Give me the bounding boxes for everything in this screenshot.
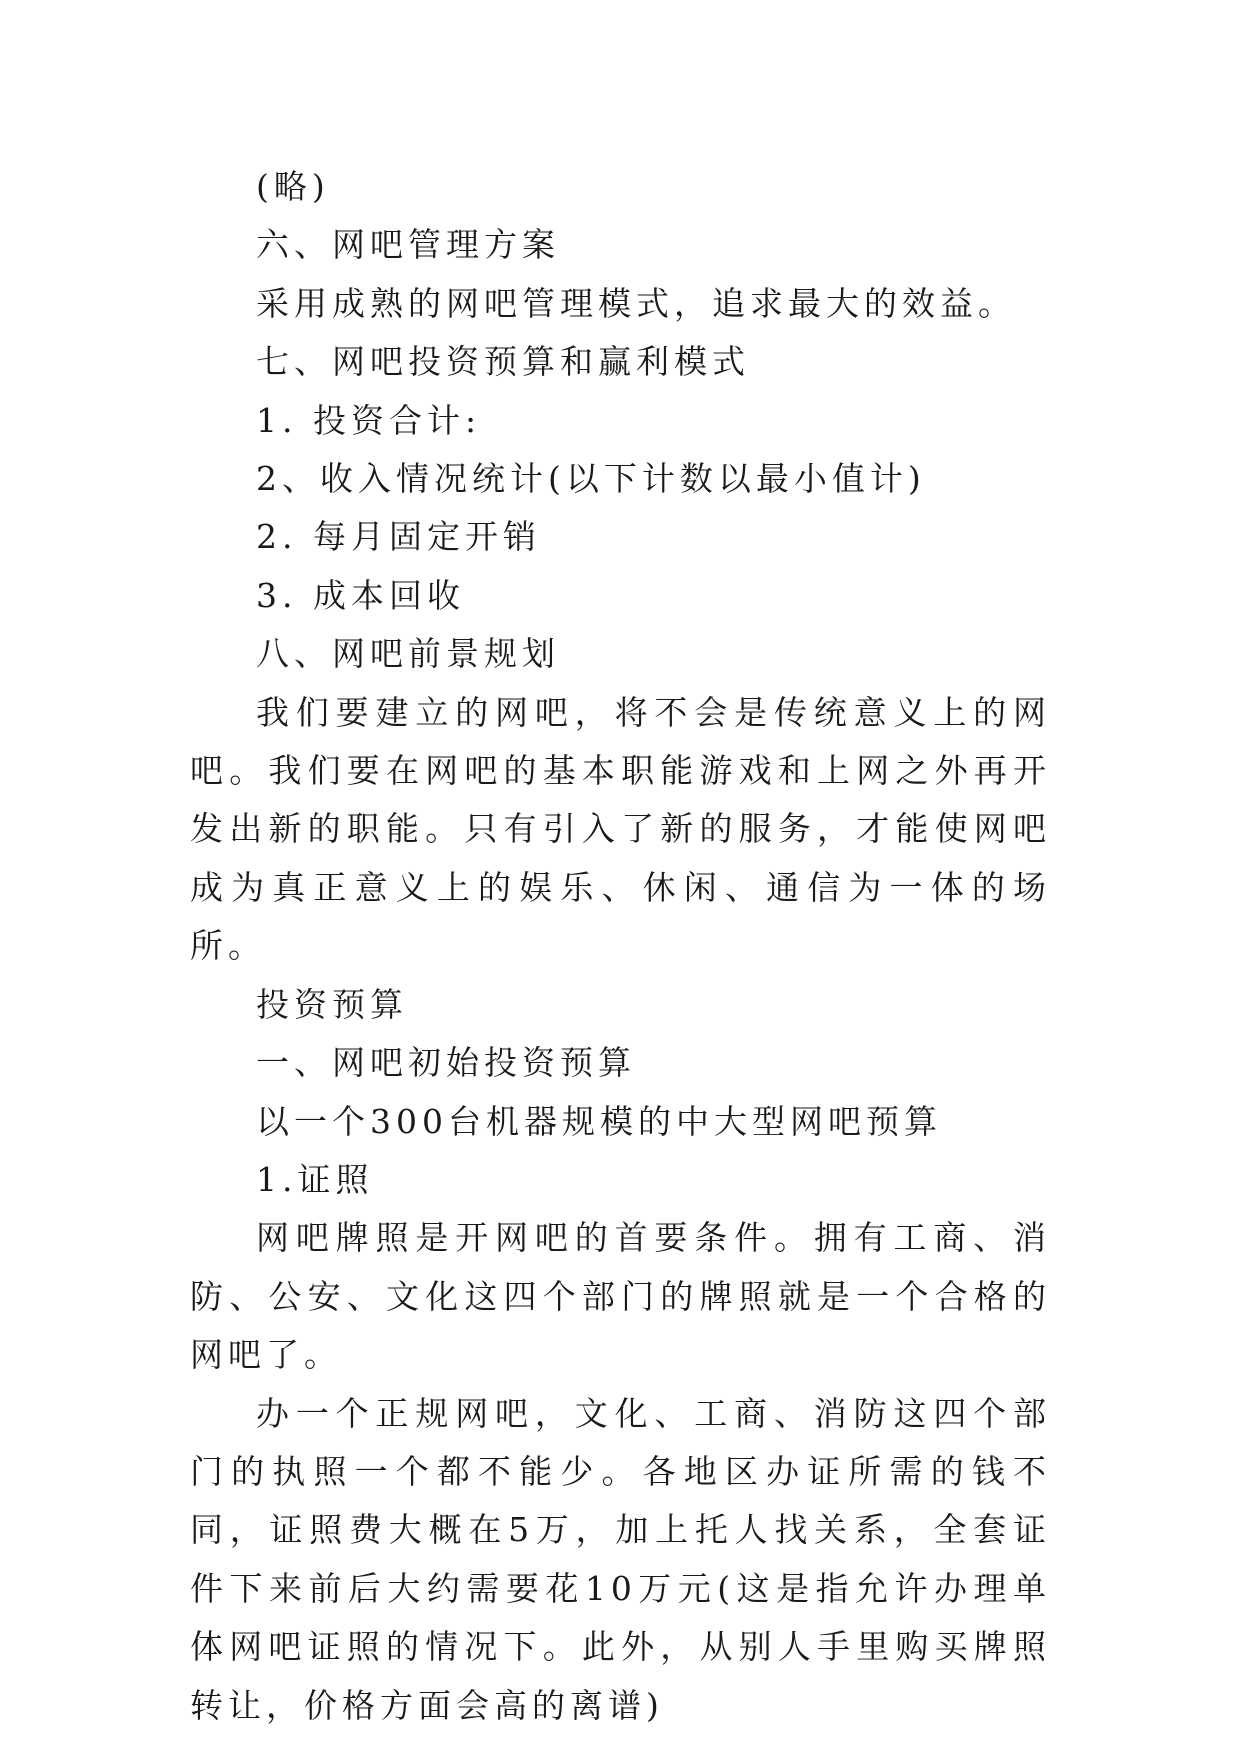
item-investment-total: 1. 投资合计:: [256, 400, 482, 440]
heading-section-7: 七、网吧投资预算和赢利模式: [256, 342, 750, 382]
heading-section-6: 六、网吧管理方案: [256, 225, 560, 265]
paragraph-license-requirement: 网吧牌照是开网吧的首要条件。拥有工商、消防、公安、文化这四个部门的牌照就是一个合格的网吧了。: [190, 1218, 1051, 1375]
item-cost-recovery: 3. 成本回收: [256, 575, 465, 615]
paragraph-future-plan: 我们要建立的网吧，将不会是传统意义上的网吧。我们要在网吧的基本职能游戏和上网之外再开发出新的职能。只有引入了新的服务，才能使网吧成为真正意义上的娱乐、休闲、通信为一体的场所。: [190, 692, 1051, 966]
item-monthly-costs: 2. 每月固定开销: [256, 517, 541, 557]
heading-section-8: 八、网吧前景规划: [256, 634, 560, 674]
item-income-stats: 2、收入情况统计(以下计数以最小值计): [256, 459, 926, 499]
heading-initial-budget: 一、网吧初始投资预算: [256, 1043, 636, 1083]
paragraph-management-mode: 采用成熟的网吧管理模式，追求最大的效益。: [256, 283, 1016, 323]
paragraph-scale: 以一个300台机器规模的中大型网吧预算: [256, 1101, 942, 1141]
item-licenses: 1.证照: [256, 1159, 374, 1199]
paragraph-omitted: (略): [256, 167, 330, 206]
heading-investment-budget: 投资预算: [256, 984, 408, 1024]
paragraph-license-cost: 办一个正规网吧，文化、工商、消防这四个部门的执照一个都不能少。各地区办证所需的钱不同，证照费大概在5万，加上托人找关系，全套证件下来前后大约需要花10万元(这是指允许办理单体网吧证照的情况下。此外，从别人手里购买牌照转让，价格方面会高的离谱): [190, 1393, 1051, 1725]
document-body: [190, 158, 1051, 1735]
